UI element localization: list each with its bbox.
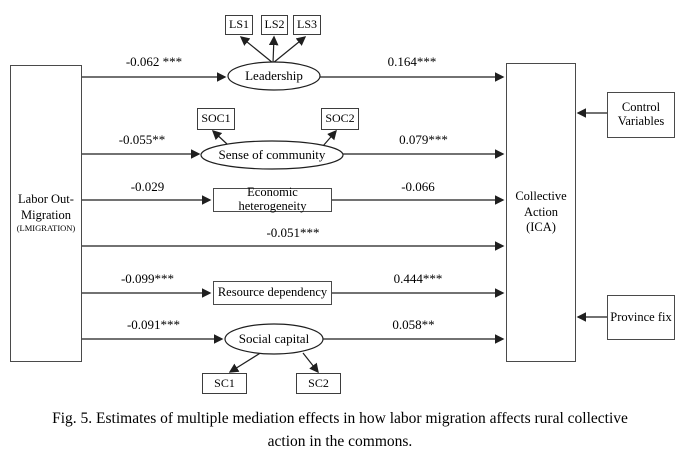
coef-direct-effect: -0.051*** — [266, 225, 320, 240]
coef-lmigration-economic-heterogeneity: -0.029 — [130, 179, 165, 194]
node-sc2: SC2 — [296, 373, 341, 394]
node-control-variables — [607, 92, 675, 138]
arrow-social-capital-to-sc2 — [303, 353, 318, 372]
coef-leadership-ica: 0.164*** — [387, 54, 437, 69]
node-labor-out-migration-line1: Labor Out- — [18, 191, 74, 206]
node-labor-out-migration — [10, 65, 82, 362]
coef-economic-heterogeneity-ica: -0.066 — [401, 179, 435, 194]
node-soc2: SOC2 — [321, 108, 359, 130]
arrow-social-capital-to-sc1 — [230, 352, 262, 372]
node-collective-action — [506, 63, 576, 362]
coef-lmigration-leadership: -0.062 *** — [125, 54, 183, 69]
node-collective-action-line2: Action — [523, 204, 559, 219]
arrow-leadership-to-ls1 — [241, 37, 273, 63]
node-sense-of-community-label: Sense of community — [218, 147, 326, 162]
node-control-variables-line1: Control — [621, 100, 661, 115]
arrow-leadership-to-ls3 — [273, 37, 305, 63]
node-province-fix: Province fix — [607, 295, 675, 340]
node-ls1: LS1 — [225, 15, 253, 35]
figure-caption-line1: Fig. 5. Estimates of multiple mediation effects in how labor migration affects rural collective — [52, 410, 628, 427]
node-control-variables-line2: Variables — [617, 114, 665, 128]
node-collective-action-acronym: (ICA) — [526, 220, 556, 235]
node-collective-action-line1: Collective — [515, 189, 567, 204]
figure-caption — [0, 407, 680, 453]
figure-caption-line2: action in the commons. — [267, 433, 413, 450]
node-ls3: LS3 — [293, 15, 321, 35]
node-labor-out-migration-acronym: (LMIGRATION) — [16, 223, 76, 234]
coef-lmigration-social-capital: -0.091*** — [126, 317, 181, 332]
node-sc1: SC1 — [202, 373, 247, 394]
node-leadership-label: Leadership — [245, 68, 303, 83]
node-ls2: LS2 — [261, 15, 288, 35]
arrow-leadership-to-ls2 — [273, 37, 274, 63]
node-soc1: SOC1 — [197, 108, 235, 130]
coef-lmigration-sense-of-community: -0.055** — [118, 132, 166, 147]
coef-social-capital-ica: 0.058** — [392, 317, 435, 332]
node-labor-out-migration-line2: Migration — [21, 207, 71, 222]
coef-lmigration-resource-dependency: -0.099*** — [120, 271, 175, 286]
node-resource-dependency: Resource dependency — [213, 281, 332, 305]
node-economic-heterogeneity: Economic heterogeneity — [213, 188, 332, 212]
coef-resource-dependency-ica: 0.444*** — [393, 271, 443, 286]
node-social-capital-label: Social capital — [238, 331, 310, 346]
coef-sense-of-community-ica: 0.079*** — [399, 132, 448, 147]
